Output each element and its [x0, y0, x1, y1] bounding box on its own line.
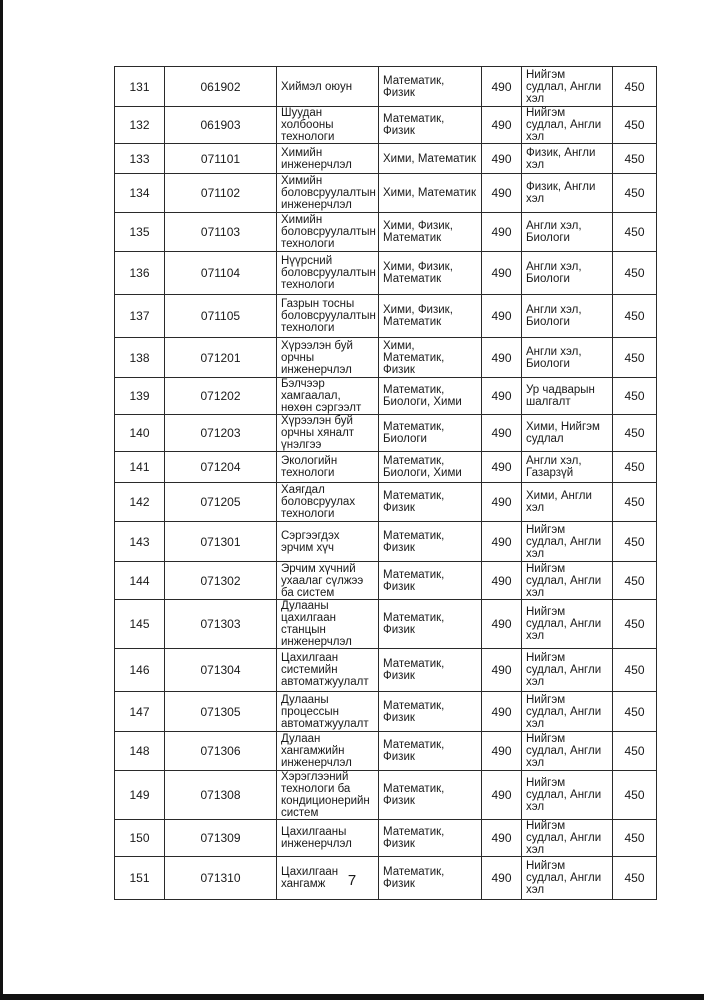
- optional-subjects-cell: Нийгэм судлал, Англи хэл: [522, 562, 613, 600]
- optional-subjects-cell: Англи хэл, Биологи: [522, 213, 613, 252]
- required-score-cell: 490: [482, 522, 522, 562]
- row-number-cell: 149: [115, 771, 165, 820]
- table-row: [115, 415, 657, 452]
- program-name-cell: Бэлчээр хамгаалал, нөхөн сэргээлт: [277, 378, 379, 415]
- optional-subjects-cell: Нийгэм судлал, Англи хэл: [522, 522, 613, 562]
- required-score-cell: 490: [482, 213, 522, 252]
- program-code-cell: 071104: [165, 252, 277, 295]
- required-score-cell: 490: [482, 483, 522, 522]
- row-number-cell: 137: [115, 295, 165, 338]
- required-subjects-cell: Математик, Физик: [379, 522, 482, 562]
- required-subjects-cell: Хими, Физик, Математик: [379, 295, 482, 338]
- program-code-cell: 071310: [165, 857, 277, 900]
- required-score-cell: 490: [482, 732, 522, 771]
- program-code-cell: 071309: [165, 820, 277, 857]
- table-row: [115, 820, 657, 857]
- row-number-cell: 145: [115, 600, 165, 649]
- table-row: [115, 378, 657, 415]
- program-code-cell: 071308: [165, 771, 277, 820]
- program-code-cell: 061902: [165, 67, 277, 107]
- table-row: [115, 600, 657, 649]
- table-row: [115, 338, 657, 378]
- optional-subjects-cell: Нийгэм судлал, Англи хэл: [522, 649, 613, 692]
- program-code-cell: 071204: [165, 452, 277, 483]
- program-code-cell: 071304: [165, 649, 277, 692]
- required-score-cell: 490: [482, 107, 522, 144]
- optional-subjects-cell: Хими, Нийгэм судлал: [522, 415, 613, 452]
- program-name-cell: Экологийн технологи: [277, 452, 379, 483]
- optional-score-cell: 450: [613, 732, 657, 771]
- row-number-cell: 141: [115, 452, 165, 483]
- program-code-cell: 071205: [165, 483, 277, 522]
- program-code-cell: 071101: [165, 144, 277, 174]
- optional-score-cell: 450: [613, 144, 657, 174]
- optional-subjects-cell: Англи хэл, Газарзүй: [522, 452, 613, 483]
- required-subjects-cell: Математик, Физик: [379, 107, 482, 144]
- program-name-cell: Хүрээлэн буй орчны инженерчлэл: [277, 338, 379, 378]
- row-number-cell: 147: [115, 692, 165, 732]
- program-code-cell: 071102: [165, 174, 277, 213]
- table-row: [115, 174, 657, 213]
- table-row: [115, 732, 657, 771]
- optional-score-cell: 450: [613, 857, 657, 900]
- program-code-cell: 071202: [165, 378, 277, 415]
- program-code-cell: 071203: [165, 415, 277, 452]
- program-code-cell: 071301: [165, 522, 277, 562]
- program-name-cell: Хүрээлэн буй орчны хяналт үнэлгээ: [277, 415, 379, 452]
- optional-score-cell: 450: [613, 483, 657, 522]
- required-score-cell: 490: [482, 144, 522, 174]
- table-row: [115, 771, 657, 820]
- table-row: [115, 522, 657, 562]
- optional-score-cell: 450: [613, 107, 657, 144]
- required-score-cell: 490: [482, 820, 522, 857]
- program-name-cell: Нүүрсний боловсруулалтын технологи: [277, 252, 379, 295]
- required-subjects-cell: Математик, Физик: [379, 649, 482, 692]
- program-name-cell: Эрчим хүчний ухаалаг сүлжээ ба систем: [277, 562, 379, 600]
- optional-subjects-cell: Нийгэм судлал, Англи хэл: [522, 771, 613, 820]
- program-code-cell: 071201: [165, 338, 277, 378]
- program-name-cell: Хиймэл оюун: [277, 67, 379, 107]
- row-number-cell: 134: [115, 174, 165, 213]
- optional-subjects-cell: Англи хэл, Биологи: [522, 338, 613, 378]
- required-score-cell: 490: [482, 415, 522, 452]
- optional-score-cell: 450: [613, 252, 657, 295]
- row-number-cell: 143: [115, 522, 165, 562]
- optional-score-cell: 450: [613, 562, 657, 600]
- optional-subjects-cell: Англи хэл, Биологи: [522, 295, 613, 338]
- program-name-cell: Дулааны цахилгаан станцын инженерчлэл: [277, 600, 379, 649]
- optional-score-cell: 450: [613, 338, 657, 378]
- row-number-cell: 151: [115, 857, 165, 900]
- program-name-cell: Хаягдал боловсруулах технологи: [277, 483, 379, 522]
- required-score-cell: 490: [482, 378, 522, 415]
- optional-subjects-cell: Физик, Англи хэл: [522, 174, 613, 213]
- table-row: [115, 483, 657, 522]
- required-subjects-cell: Математик, Физик: [379, 562, 482, 600]
- optional-score-cell: 450: [613, 295, 657, 338]
- required-subjects-cell: Математик, Биологи: [379, 415, 482, 452]
- required-subjects-cell: Математик, Биологи, Хими: [379, 378, 482, 415]
- row-number-cell: 144: [115, 562, 165, 600]
- required-subjects-cell: Математик, Физик: [379, 692, 482, 732]
- optional-score-cell: 450: [613, 67, 657, 107]
- program-code-cell: 071103: [165, 213, 277, 252]
- program-name-cell: Химийн боловсруулалтын инженерчлэл: [277, 174, 379, 213]
- required-subjects-cell: Хими, Математик: [379, 144, 482, 174]
- program-code-cell: 061903: [165, 107, 277, 144]
- program-name-cell: Дулааны процессын автоматжуулалт: [277, 692, 379, 732]
- program-code-cell: 071305: [165, 692, 277, 732]
- optional-subjects-cell: Нийгэм судлал, Англи хэл: [522, 732, 613, 771]
- table-row: [115, 144, 657, 174]
- program-name-cell: Цахилгаан системийн автоматжуулалт: [277, 649, 379, 692]
- required-subjects-cell: Математик, Физик: [379, 67, 482, 107]
- optional-score-cell: 450: [613, 415, 657, 452]
- required-subjects-cell: Хими, Физик, Математик: [379, 252, 482, 295]
- row-number-cell: 148: [115, 732, 165, 771]
- required-score-cell: 490: [482, 174, 522, 213]
- optional-score-cell: 450: [613, 692, 657, 732]
- optional-score-cell: 450: [613, 378, 657, 415]
- program-code-cell: 071306: [165, 732, 277, 771]
- program-requirements-table: [114, 66, 657, 900]
- optional-score-cell: 450: [613, 600, 657, 649]
- row-number-cell: 140: [115, 415, 165, 452]
- required-subjects-cell: Математик, Биологи, Хими: [379, 452, 482, 483]
- table-row: [115, 562, 657, 600]
- required-score-cell: 490: [482, 252, 522, 295]
- required-score-cell: 490: [482, 338, 522, 378]
- table-row: [115, 252, 657, 295]
- optional-subjects-cell: Ур чадварын шалгалт: [522, 378, 613, 415]
- optional-subjects-cell: Нийгэм судлал, Англи хэл: [522, 600, 613, 649]
- required-subjects-cell: Математик, Физик: [379, 483, 482, 522]
- optional-subjects-cell: Нийгэм судлал, Англи хэл: [522, 857, 613, 900]
- required-score-cell: 490: [482, 600, 522, 649]
- scan-left-border: [0, 0, 3, 1000]
- optional-subjects-cell: Физик, Англи хэл: [522, 144, 613, 174]
- required-score-cell: 490: [482, 857, 522, 900]
- required-score-cell: 490: [482, 771, 522, 820]
- row-number-cell: 132: [115, 107, 165, 144]
- optional-subjects-cell: Нийгэм судлал, Англи хэл: [522, 692, 613, 732]
- optional-subjects-cell: Нийгэм судлал, Англи хэл: [522, 67, 613, 107]
- row-number-cell: 133: [115, 144, 165, 174]
- table-row: [115, 452, 657, 483]
- program-name-cell: Цахилгааны инженерчлэл: [277, 820, 379, 857]
- program-name-cell: Сэргээгдэх эрчим хүч: [277, 522, 379, 562]
- optional-score-cell: 450: [613, 820, 657, 857]
- optional-score-cell: 450: [613, 174, 657, 213]
- table-row: [115, 692, 657, 732]
- program-name-cell: Дулаан хангамжийн инженерчлэл: [277, 732, 379, 771]
- row-number-cell: 139: [115, 378, 165, 415]
- page-number: 7: [347, 872, 357, 889]
- program-name-cell: Цахилгаан хангамж: [277, 857, 379, 900]
- table-row: [115, 295, 657, 338]
- optional-score-cell: 450: [613, 649, 657, 692]
- optional-subjects-cell: Хими, Англи хэл: [522, 483, 613, 522]
- optional-score-cell: 450: [613, 522, 657, 562]
- scan-bottom-border: [0, 994, 704, 1000]
- program-code-cell: 071303: [165, 600, 277, 649]
- program-code-cell: 071302: [165, 562, 277, 600]
- required-score-cell: 490: [482, 692, 522, 732]
- required-subjects-cell: Математик, Физик: [379, 600, 482, 649]
- required-score-cell: 490: [482, 649, 522, 692]
- required-score-cell: 490: [482, 452, 522, 483]
- required-subjects-cell: Хими, Физик, Математик: [379, 213, 482, 252]
- table-row: [115, 67, 657, 107]
- required-score-cell: 490: [482, 295, 522, 338]
- optional-subjects-cell: Нийгэм судлал, Англи хэл: [522, 820, 613, 857]
- required-subjects-cell: Математик, Физик: [379, 732, 482, 771]
- required-subjects-cell: Математик, Физик: [379, 771, 482, 820]
- table-row: [115, 107, 657, 144]
- table-row: [115, 649, 657, 692]
- required-score-cell: 490: [482, 562, 522, 600]
- optional-score-cell: 450: [613, 452, 657, 483]
- required-subjects-cell: Математик, Физик: [379, 820, 482, 857]
- row-number-cell: 135: [115, 213, 165, 252]
- row-number-cell: 131: [115, 67, 165, 107]
- program-name-cell: Хэрэглээний технологи ба кондиционерийн систем: [277, 771, 379, 820]
- row-number-cell: 146: [115, 649, 165, 692]
- optional-subjects-cell: Англи хэл, Биологи: [522, 252, 613, 295]
- program-code-cell: 071105: [165, 295, 277, 338]
- optional-subjects-cell: Нийгэм судлал, Англи хэл: [522, 107, 613, 144]
- program-name-cell: Шуудан холбооны технологи: [277, 107, 379, 144]
- row-number-cell: 150: [115, 820, 165, 857]
- row-number-cell: 136: [115, 252, 165, 295]
- optional-score-cell: 450: [613, 213, 657, 252]
- required-subjects-cell: Математик, Физик: [379, 857, 482, 900]
- table-row: [115, 213, 657, 252]
- program-name-cell: Химийн инженерчлэл: [277, 144, 379, 174]
- required-subjects-cell: Хими, Математик, Физик: [379, 338, 482, 378]
- program-name-cell: Химийн боловсруулалтын технологи: [277, 213, 379, 252]
- row-number-cell: 138: [115, 338, 165, 378]
- optional-score-cell: 450: [613, 771, 657, 820]
- program-name-cell: Газрын тосны боловсруулалтын технологи: [277, 295, 379, 338]
- required-subjects-cell: Хими, Математик: [379, 174, 482, 213]
- row-number-cell: 142: [115, 483, 165, 522]
- required-score-cell: 490: [482, 67, 522, 107]
